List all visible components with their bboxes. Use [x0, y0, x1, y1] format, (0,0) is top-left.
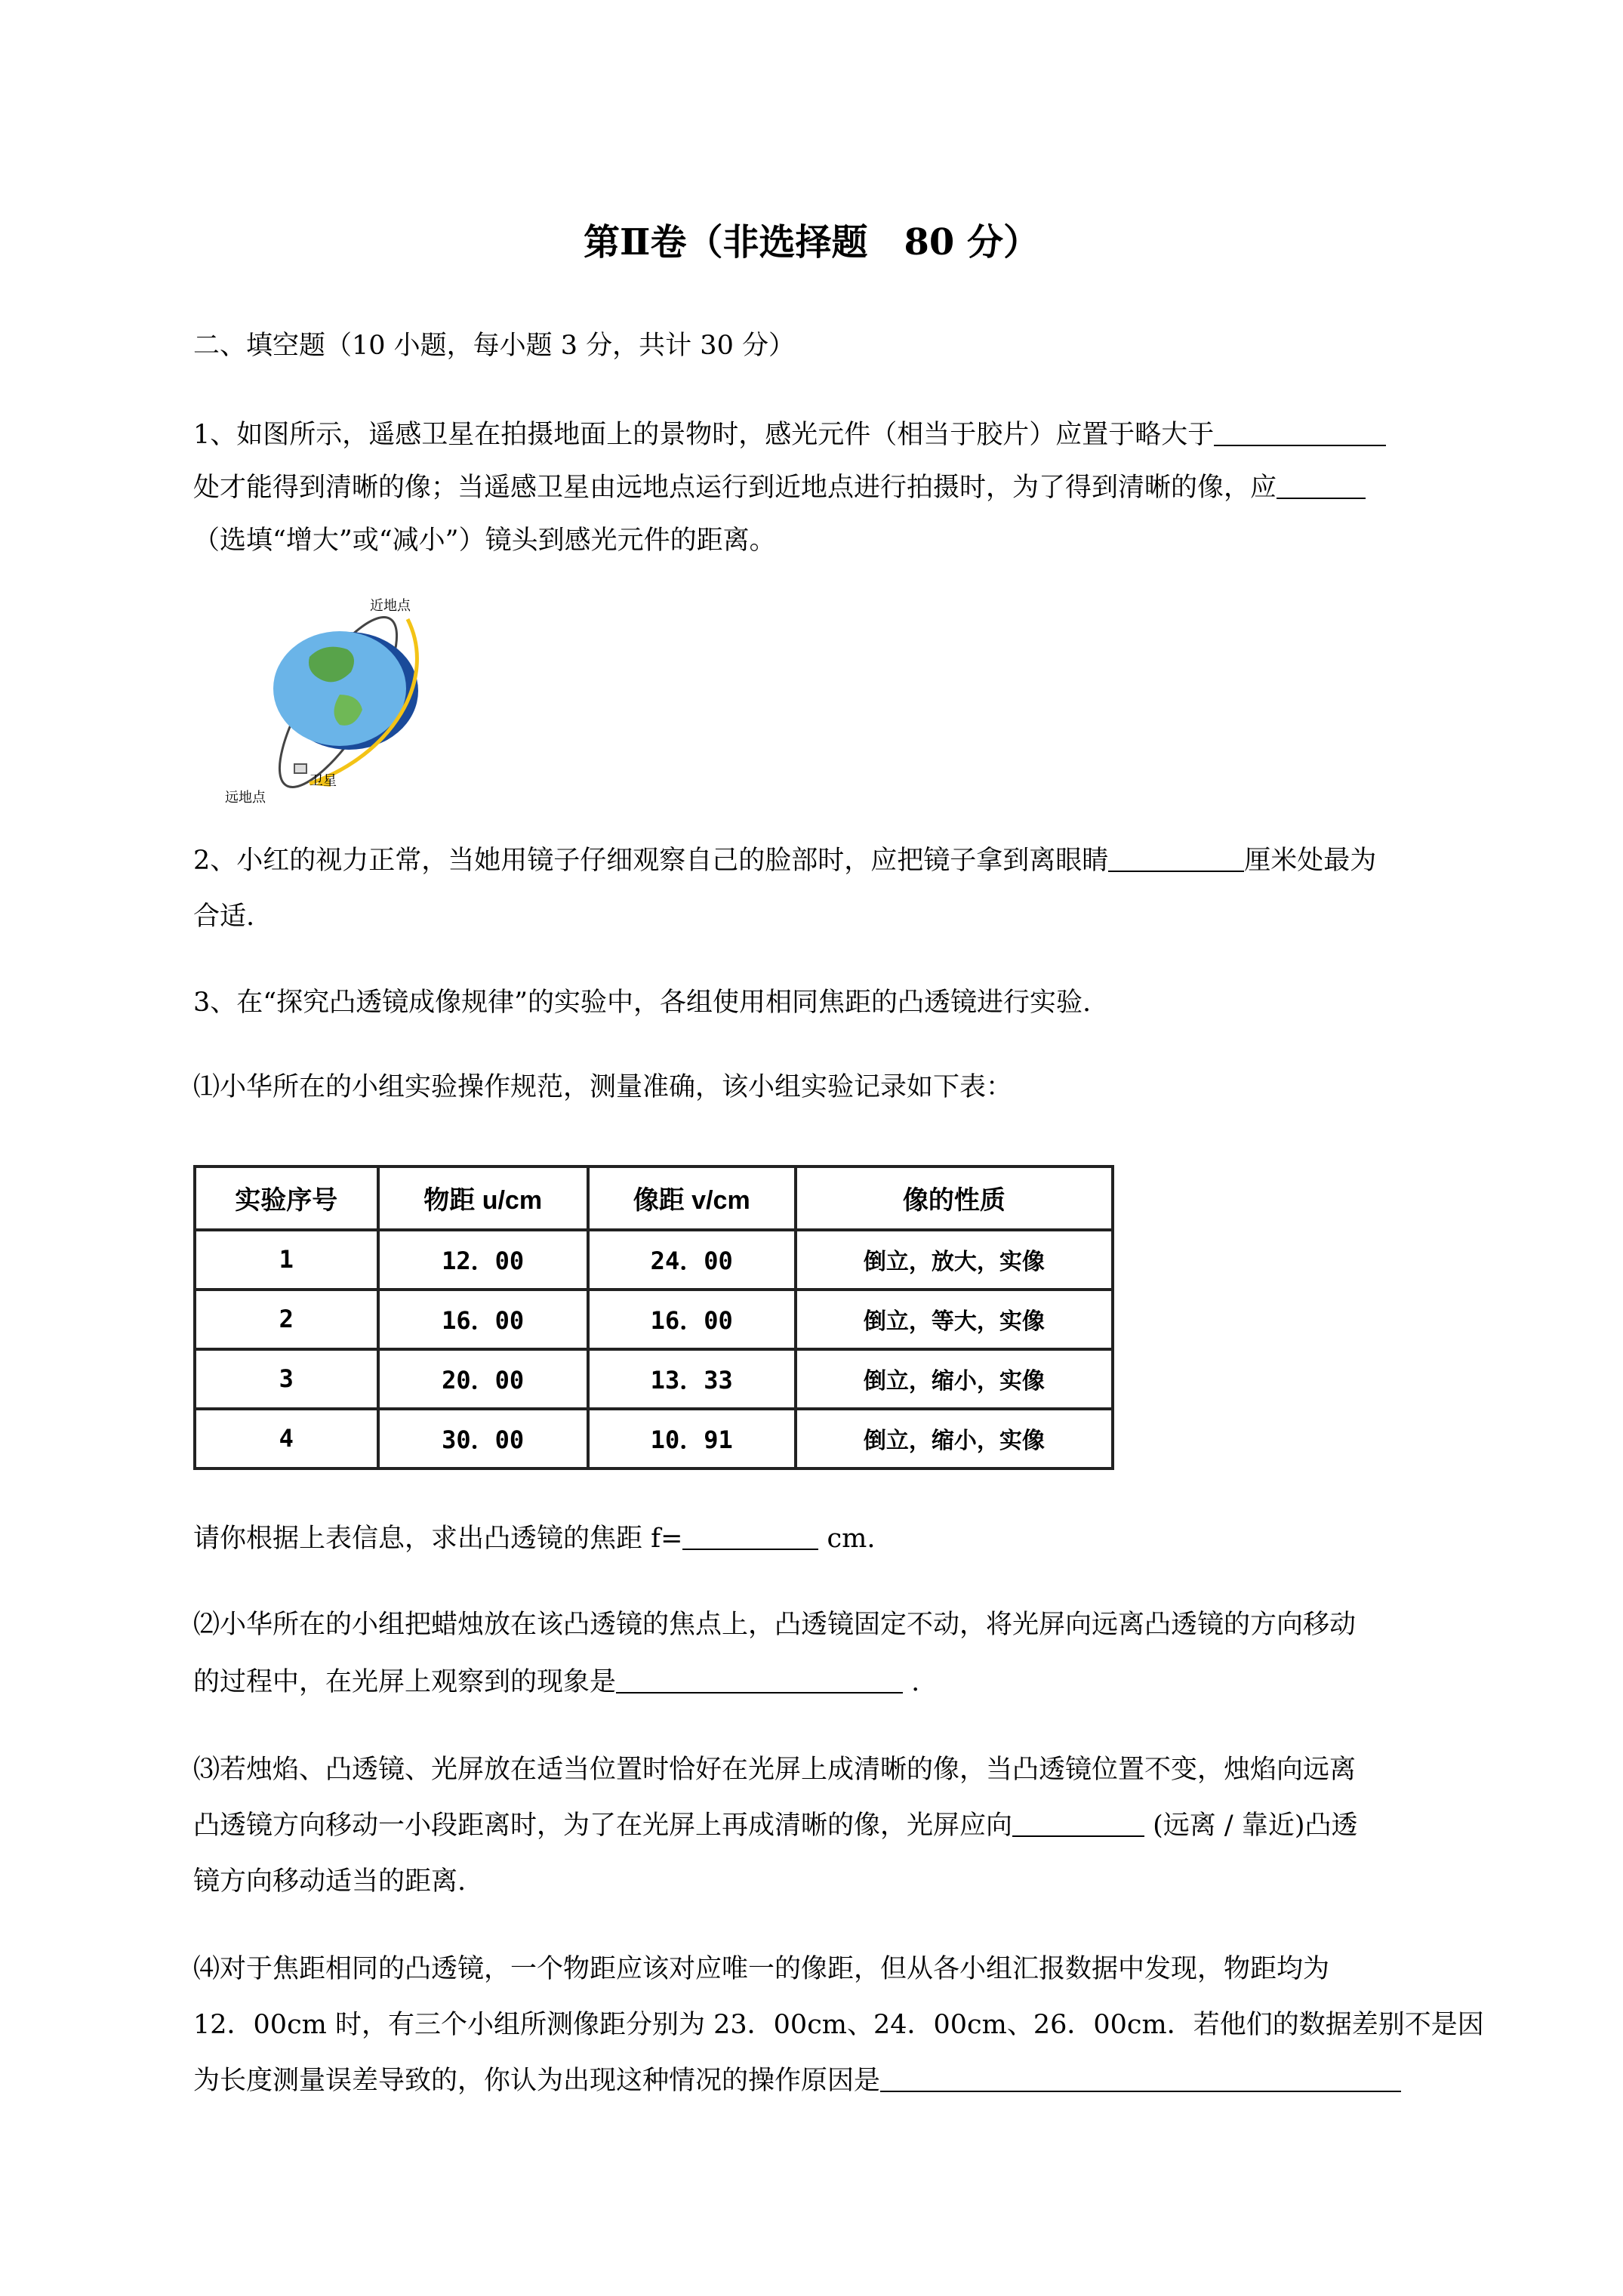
q3-part1: ⑴小华所在的小组实验操作规范，测量准确，该小组实验记录如下表： [193, 1072, 1013, 1102]
table-header: 实验序号 [195, 1166, 378, 1230]
q3-part4-line2: 12．00cm 时，有三个小组所测像距分别为 23．00cm、24．00cm、26．00cm．若他们的数据差别不是因 [193, 2010, 1484, 2040]
table-header: 像距 v/cm [588, 1166, 796, 1230]
q3-focal-text: 请你根据上表信息，求出凸透镜的焦距 f= [193, 1524, 683, 1554]
table-cell: 3 [195, 1349, 378, 1409]
table-row [195, 1349, 1113, 1409]
q3-part4-line1: ⑷对于焦距相同的凸透镜，一个物距应该对应唯一的像距，但从各小组汇报数据中发现，物距均为 [193, 1954, 1330, 1984]
q3-part4-text: 为长度测量误差导致的，你认为出现这种情况的操作原因是 [193, 2066, 881, 2096]
q2-blank[interactable] [1108, 844, 1244, 872]
q1-line2 [193, 467, 1366, 504]
q3-focal-unit: cm. [818, 1524, 876, 1554]
table-cell: 2 [195, 1290, 378, 1349]
q3-intro: 3、在“探究凸透镜成像规律”的实验中，各组使用相同焦距的凸透镜进行实验. [193, 988, 1092, 1018]
q3-part2-line1: ⑵小华所在的小组把蜡烛放在该凸透镜的焦点上，凸透镜固定不动，将光屏向远离凸透镜的方向移动 [193, 1610, 1357, 1640]
q1-line3: （选填“增大”或“减小”）镜头到感光元件的距离。 [193, 525, 776, 556]
table-cell: 倒立，等大，实像 [796, 1290, 1113, 1349]
table-row [195, 1409, 1113, 1469]
table-row [195, 1230, 1113, 1290]
table-cell: 30．00 [378, 1409, 588, 1469]
q3-part3-blank[interactable] [1012, 1809, 1144, 1837]
q3-part4-line3 [193, 2060, 1401, 2097]
satellite-label: 卫星 [310, 773, 337, 788]
q1-text-1: 1、如图所示，遥感卫星在拍摄地面上的景物时，感光元件（相当于胶片）应置于略大于 [193, 420, 1215, 450]
table-cell: 倒立，缩小，实像 [796, 1349, 1113, 1409]
q2-line1 [193, 840, 1376, 877]
q3-part3-choice: (远离 / 靠近)凸透 [1144, 1811, 1358, 1841]
q1-blank-2[interactable] [1277, 471, 1366, 499]
q2-text-1b: 厘米处最为 [1244, 846, 1377, 876]
perigee-label: 近地点 [370, 598, 411, 613]
q2-line2: 合适. [193, 901, 255, 932]
q3-part2-end: . [903, 1667, 920, 1697]
table-header: 物距 u/cm [378, 1166, 588, 1230]
table-header: 像的性质 [796, 1166, 1113, 1230]
q3-focal-blank[interactable] [682, 1522, 818, 1550]
satellite-icon [294, 764, 306, 773]
q1-line1 [193, 414, 1386, 451]
q3-focal-line [193, 1518, 875, 1555]
table-cell: 16．00 [378, 1290, 588, 1349]
q3-part3-line3: 镜方向移动适当的距离. [193, 1866, 467, 1897]
table-cell: 12．00 [378, 1230, 588, 1290]
table-cell: 16．00 [588, 1290, 796, 1349]
q1-blank-1[interactable] [1214, 418, 1386, 446]
satellite-orbit-figure [219, 589, 445, 808]
table-row [195, 1290, 1113, 1349]
experiment-table [193, 1165, 1114, 1470]
table-cell: 1 [195, 1230, 378, 1290]
table-cell: 倒立，缩小，实像 [796, 1409, 1113, 1469]
q3-part2-line2 [193, 1661, 919, 1699]
q3-part2-text: 的过程中，在光屏上观察到的现象是 [193, 1667, 617, 1697]
q1-text-2: 处才能得到清晰的像；当遥感卫星由远地点运行到近地点进行拍摄时，为了得到清晰的像，应 [193, 473, 1277, 503]
q3-part2-blank[interactable] [616, 1666, 903, 1693]
apogee-label: 远地点 [225, 790, 266, 805]
q3-part4-blank[interactable] [880, 2064, 1401, 2092]
table-cell: 倒立，放大，实像 [796, 1230, 1113, 1290]
q3-part3-line2 [193, 1804, 1358, 1842]
table-cell: 4 [195, 1409, 378, 1469]
table-cell: 20．00 [378, 1349, 588, 1409]
table-cell: 13．33 [588, 1349, 796, 1409]
table-header-row [195, 1166, 1113, 1230]
section-heading: 二、填空题（10 小题，每小题 3 分，共计 30 分） [193, 331, 795, 361]
table-cell: 10．91 [588, 1409, 796, 1469]
table-cell: 24．00 [588, 1230, 796, 1290]
q3-part3-text: 凸透镜方向移动一小段距离时，为了在光屏上再成清晰的像，光屏应向 [193, 1811, 1013, 1841]
orbit-diagram [219, 589, 445, 808]
q2-text-1: 2、小红的视力正常，当她用镜子仔细观察自己的脸部时，应把镜子拿到离眼睛 [193, 846, 1109, 876]
q3-part3-line1: ⑶若烛焰、凸透镜、光屏放在适当位置时恰好在光屏上成清晰的像，当凸透镜位置不变，烛焰向远离 [193, 1755, 1357, 1785]
page-title: 第Ⅱ卷（非选择题 80 分） [584, 221, 1039, 264]
